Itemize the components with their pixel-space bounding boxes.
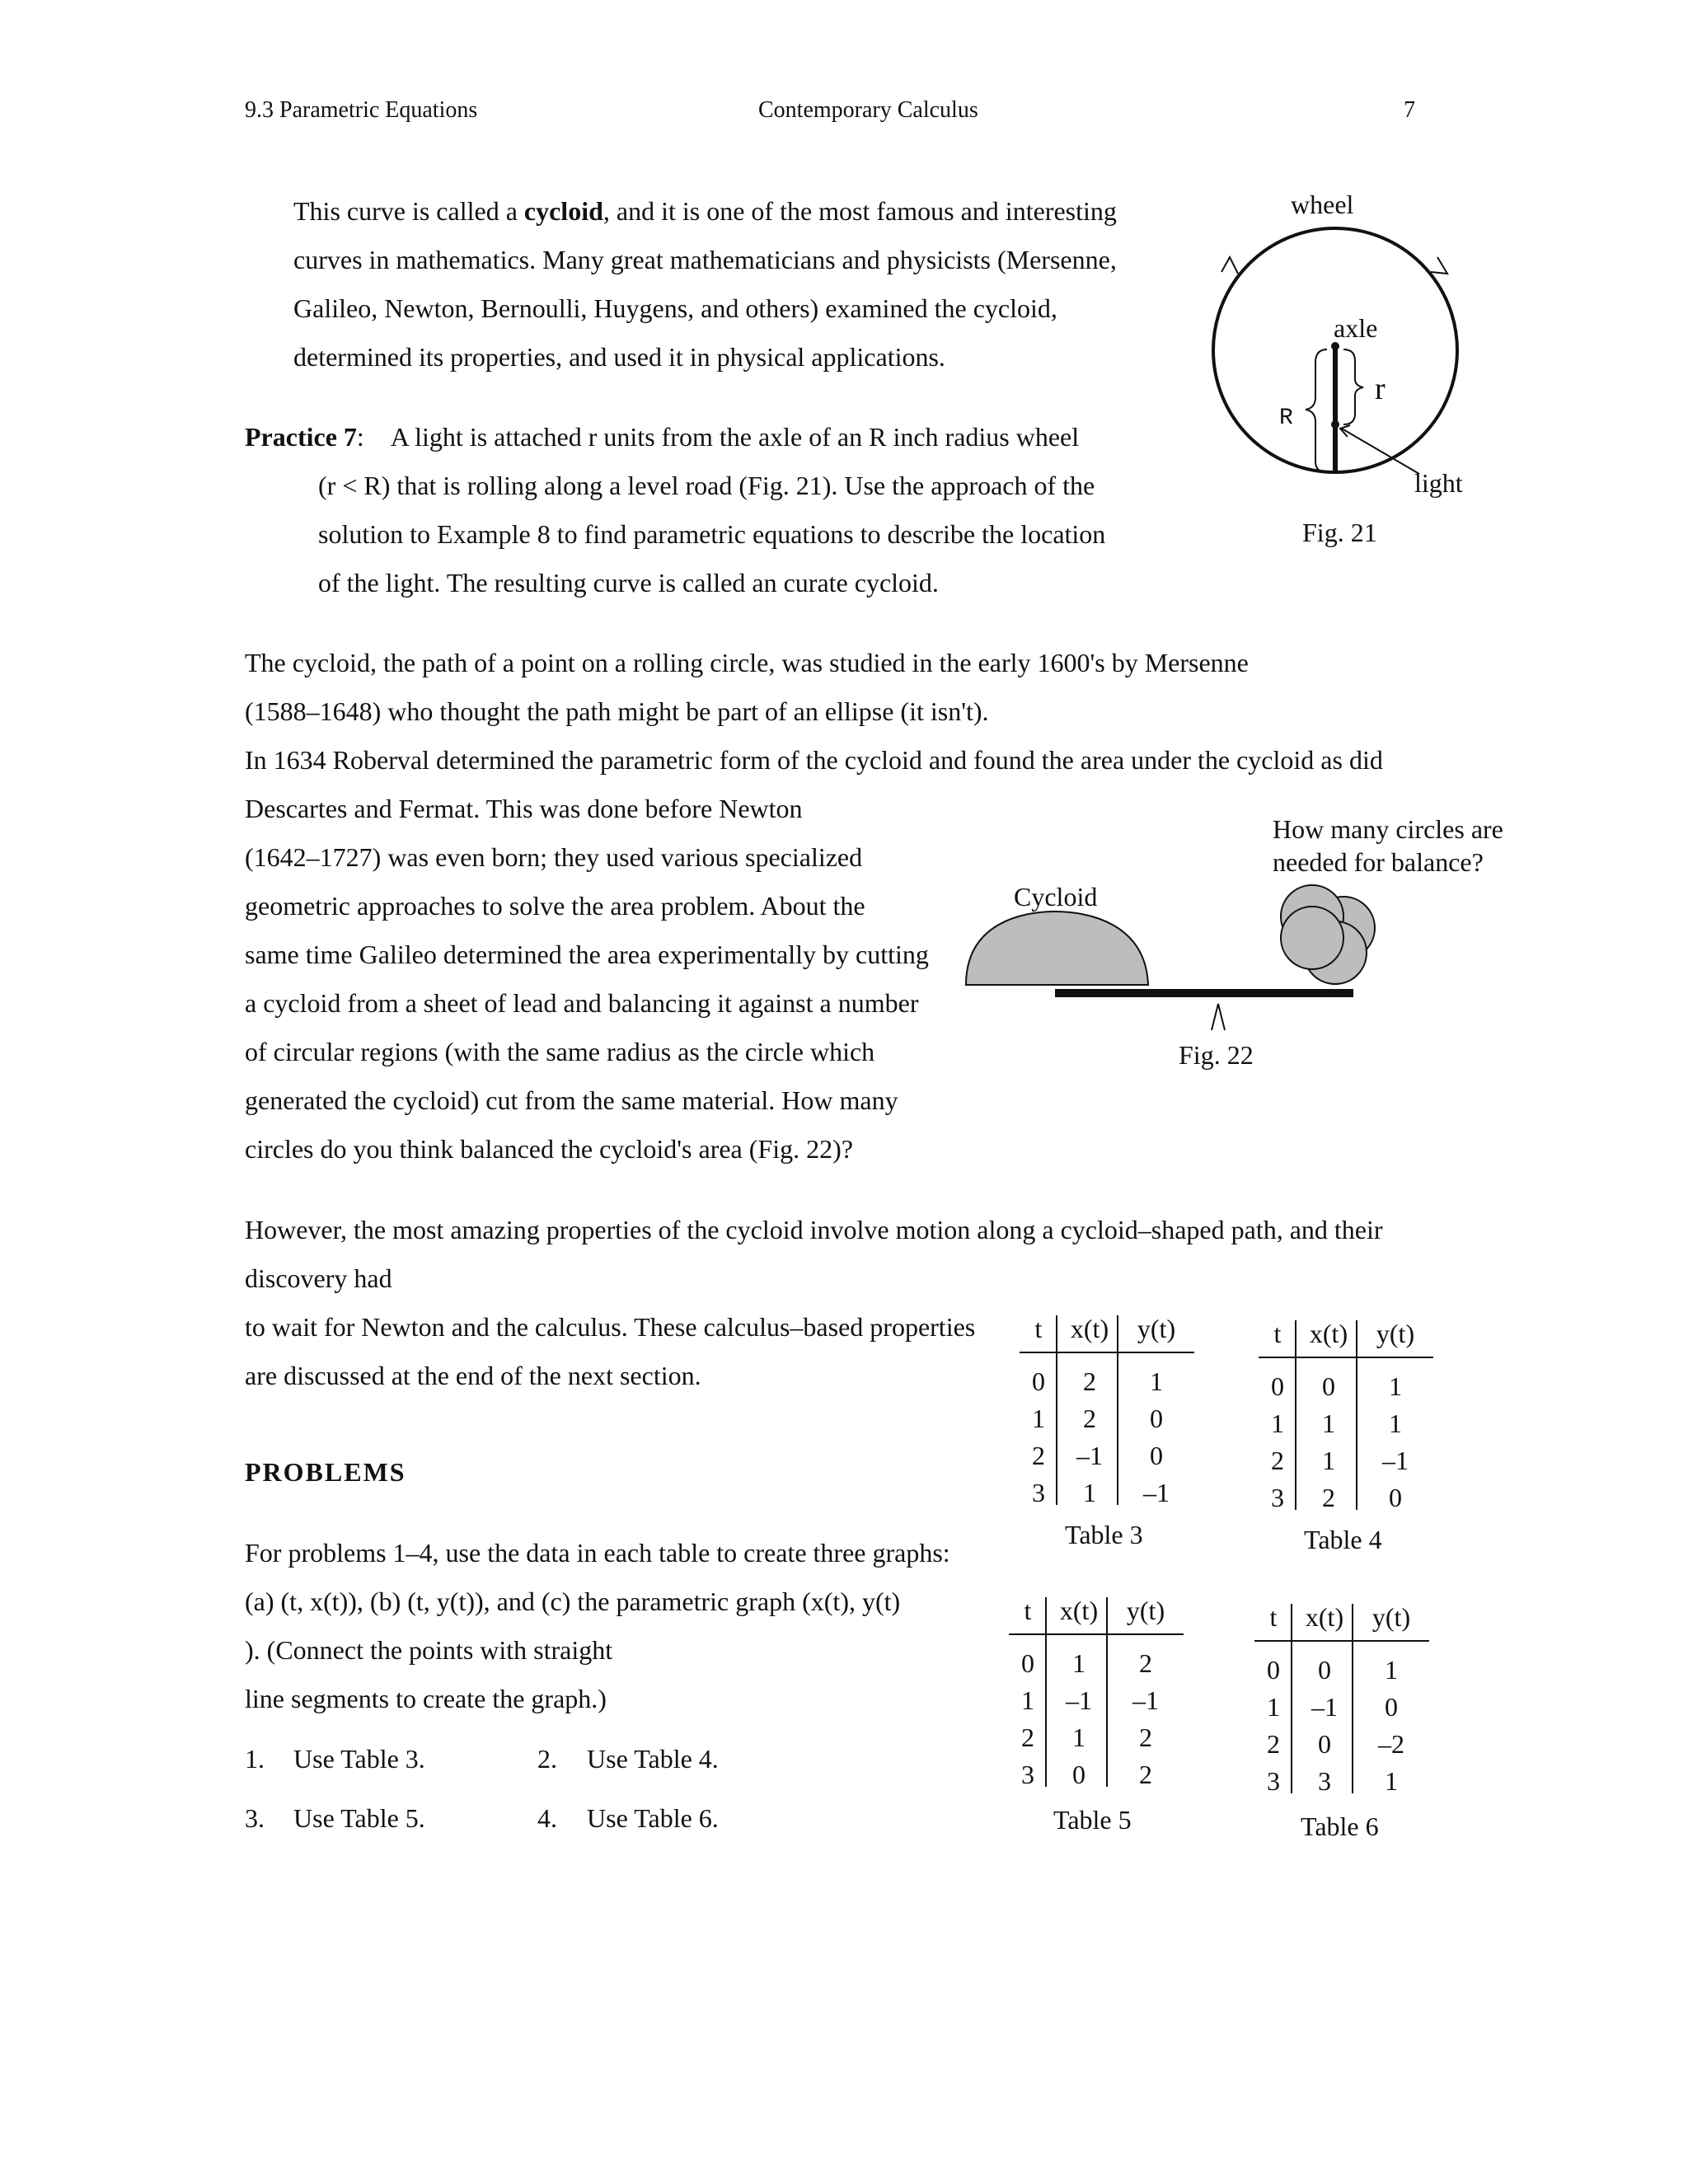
table-header-cell: y(t) — [1376, 1319, 1415, 1348]
cycloid-shape — [966, 912, 1148, 985]
history-line-8: a cycloid from a sheet of lead and balancing it against a number — [245, 988, 919, 1018]
history-line-3: In 1634 Roberval determined the parametric form of the cycloid and found the area under the cycloid as did — [245, 745, 1383, 775]
fig21-axle-label: axle — [1334, 313, 1378, 343]
problems-intro-3: ). (Connect the points with straight — [245, 1635, 613, 1665]
table-cell: 0 — [1385, 1692, 1398, 1722]
table-cell: 1 — [1072, 1722, 1085, 1752]
table-column-rule — [1056, 1315, 1057, 1505]
table-cell: 1 — [1083, 1478, 1096, 1507]
table-cell: –1 — [1132, 1685, 1159, 1715]
fig22-question-line-2: needed for balance? — [1273, 847, 1484, 877]
practice-text-1: A light is attached r units from the axle of an R inch radius wheel — [390, 422, 1080, 452]
problem-3-text: Use Table 5. — [293, 1803, 425, 1833]
table-cell: 1 — [1322, 1408, 1335, 1438]
table-cell: 0 — [1318, 1729, 1331, 1759]
table-cell: 1 — [1271, 1408, 1284, 1438]
problem-1-text: Use Table 3. — [293, 1744, 425, 1774]
fig22-cycloid-label: Cycloid — [1014, 882, 1098, 912]
practice-line-2: (r < R) that is rolling along a level road (Fig. 21). Use the approach of the — [318, 471, 1095, 500]
problem-4-number: 4. — [537, 1803, 557, 1833]
table-header-cell: y(t) — [1372, 1602, 1411, 1632]
page-number: 7 — [1404, 97, 1415, 123]
table-header-cell: x(t) — [1305, 1602, 1344, 1632]
table-cell: 0 — [1318, 1655, 1331, 1685]
table-cell: 0 — [1150, 1441, 1163, 1470]
problem-3-number: 3. — [245, 1803, 265, 1833]
table-column-rule — [1045, 1597, 1047, 1787]
table-cell: –2 — [1378, 1729, 1404, 1759]
fig21-wheel-diagram — [1203, 181, 1500, 511]
fulcrum-icon — [1212, 1004, 1225, 1030]
table-header-rule — [1254, 1640, 1429, 1642]
fig21-caption: Fig. 21 — [1302, 518, 1377, 547]
balance-beam — [1055, 989, 1353, 997]
fig22-balance-diagram — [956, 874, 1434, 1038]
book-title: Contemporary Calculus — [758, 97, 978, 123]
table-cell: 2 — [1139, 1722, 1152, 1752]
r-brace — [1343, 349, 1363, 424]
light-point — [1331, 420, 1339, 429]
practice-line-3: solution to Example 8 to find parametric equations to describe the location — [318, 519, 1106, 549]
table-header-rule — [1009, 1633, 1184, 1635]
section-header: 9.3 Parametric Equations — [245, 97, 478, 123]
table-cell: 2 — [1139, 1648, 1152, 1678]
fig21-wheel-label: wheel — [1291, 190, 1354, 219]
intro-line-3: Galileo, Newton, Bernoulli, Huygens, and others) examined the cycloid, — [293, 293, 1057, 323]
table-cell: 0 — [1322, 1371, 1335, 1401]
history-line-10: generated the cycloid) cut from the same material. How many — [245, 1085, 898, 1115]
problems-intro-4: line segments to create the graph.) — [245, 1684, 607, 1713]
history-line-9: of circular regions (with the same radius as the circle which — [245, 1037, 875, 1066]
intro-text-b: , and it is one of the most famous and interesting — [603, 196, 1117, 226]
table-cell: 1 — [1072, 1648, 1085, 1678]
problem-4-text: Use Table 6. — [587, 1803, 719, 1833]
table-cell: 2 — [1267, 1729, 1280, 1759]
history-line-4: Descartes and Fermat. This was done before Newton — [245, 794, 803, 823]
amazing-line-4: are discussed at the end of the next section. — [245, 1361, 701, 1390]
table-cell: 1 — [1322, 1446, 1335, 1475]
table-cell: 2 — [1139, 1760, 1152, 1789]
table-cell: –1 — [1311, 1692, 1338, 1722]
table-header-cell: t — [1024, 1596, 1032, 1625]
amazing-line-2: discovery had — [245, 1263, 392, 1293]
table-cell: 2 — [1032, 1441, 1045, 1470]
table-cell: 0 — [1267, 1655, 1280, 1685]
wheel-arrow-right-icon — [1431, 257, 1447, 274]
table-cell: 1 — [1267, 1692, 1280, 1722]
history-line-1: The cycloid, the path of a point on a rolling circle, was studied in the early 1600's by Mersenne — [245, 648, 1249, 677]
fig21-R-label: R — [1279, 405, 1293, 431]
history-line-5: (1642–1727) was even born; they used various specialized — [245, 842, 863, 872]
history-line-7: same time Galileo determined the area experimentally by cutting — [245, 940, 929, 969]
table-cell: 1 — [1385, 1766, 1398, 1796]
history-line-2: (1588–1648) who thought the path might be part of an ellipse (it isn't). — [245, 696, 989, 726]
history-line-11: circles do you think balanced the cycloid's area (Fig. 22)? — [245, 1134, 853, 1164]
table-cell: 1 — [1032, 1404, 1045, 1433]
fig22-question-line-1: How many circles are — [1273, 814, 1503, 844]
table-column-rule — [1291, 1604, 1292, 1793]
intro-text-a: This curve is called a — [293, 196, 524, 226]
table-header-cell: y(t) — [1137, 1314, 1176, 1343]
fig22-caption: Fig. 22 — [1179, 1040, 1254, 1070]
table-cell: 1 — [1021, 1685, 1034, 1715]
problem-1-number: 1. — [245, 1744, 265, 1774]
light-pointer — [1342, 429, 1419, 474]
table-cell: 3 — [1318, 1766, 1331, 1796]
amazing-line-3: to wait for Newton and the calculus. These calculus–based properties — [245, 1312, 976, 1342]
problem-2-number: 2. — [537, 1744, 557, 1774]
table-header-cell: t — [1269, 1602, 1278, 1632]
table-cell: –1 — [1076, 1441, 1103, 1470]
table-cell: 0 — [1021, 1648, 1034, 1678]
table-cell: –1 — [1382, 1446, 1409, 1475]
table-cell: 3 — [1032, 1478, 1045, 1507]
table-cell: 1 — [1389, 1371, 1402, 1401]
problems-intro-1: For problems 1–4, use the data in each table to create three graphs: — [245, 1538, 950, 1568]
table-cell: 2 — [1021, 1722, 1034, 1752]
table-header-cell: t — [1034, 1314, 1043, 1343]
table-cell: 3 — [1271, 1483, 1284, 1512]
table-header-cell: t — [1273, 1319, 1282, 1348]
cycloid-term: cycloid — [523, 196, 603, 226]
problem-2-text: Use Table 4. — [587, 1744, 719, 1774]
table-header-rule — [1259, 1357, 1433, 1358]
table-cell: 2 — [1322, 1483, 1335, 1512]
table-header-cell: x(t) — [1059, 1596, 1099, 1625]
amazing-line-1: However, the most amazing properties of the cycloid involve motion along a cycloid–shaped path, and their — [245, 1215, 1383, 1244]
table-cell: 2 — [1083, 1404, 1096, 1433]
table-cell: 3 — [1021, 1760, 1034, 1789]
table-caption: Table 4 — [1304, 1525, 1382, 1554]
practice-label: Practice 7 — [245, 422, 357, 452]
table-cell: –1 — [1143, 1478, 1170, 1507]
table-caption: Table 3 — [1065, 1520, 1143, 1549]
table-caption: Table 5 — [1053, 1805, 1132, 1835]
R-brace — [1306, 349, 1327, 472]
table-cell: 0 — [1032, 1366, 1045, 1396]
table-cell: 3 — [1267, 1766, 1280, 1796]
table-cell: 1 — [1389, 1408, 1402, 1438]
table-cell: 2 — [1271, 1446, 1284, 1475]
intro-line-2: curves in mathematics. Many great mathematicians and physicists (Mersenne, — [293, 245, 1117, 274]
fig21-light-label: light — [1414, 468, 1463, 498]
table-cell: 0 — [1389, 1483, 1402, 1512]
table-cell: 1 — [1385, 1655, 1398, 1685]
intro-line-4: determined its properties, and used it in physical applications. — [293, 342, 945, 372]
table-caption: Table 6 — [1301, 1811, 1379, 1841]
fig21-r-label: r — [1375, 372, 1386, 406]
table-header-cell: x(t) — [1070, 1314, 1109, 1343]
table-cell: 0 — [1271, 1371, 1284, 1401]
problems-intro-2: (a) (t, x(t)), (b) (t, y(t)), and (c) the parametric graph (x(t), y(t) — [245, 1586, 901, 1616]
history-line-6: geometric approaches to solve the area problem. About the — [245, 891, 865, 921]
intro-line-1 — [293, 196, 1117, 227]
table-cell: 2 — [1083, 1366, 1096, 1396]
table-header-cell: y(t) — [1126, 1596, 1165, 1625]
problems-heading: PROBLEMS — [245, 1457, 406, 1487]
practice-line-4: of the light. The resulting curve is called an curate cycloid. — [318, 568, 939, 598]
table-column-rule — [1295, 1320, 1296, 1510]
table-header-rule — [1020, 1352, 1194, 1353]
practice-colon: : — [356, 422, 391, 452]
wheel-arrow-left-icon — [1221, 257, 1238, 274]
table-cell: 0 — [1150, 1404, 1163, 1433]
balance-circle-4 — [1281, 907, 1343, 969]
table-cell: –1 — [1066, 1685, 1092, 1715]
table-cell: 1 — [1150, 1366, 1163, 1396]
table-cell: 0 — [1072, 1760, 1085, 1789]
table-header-cell: x(t) — [1309, 1319, 1348, 1348]
practice-line-1 — [245, 422, 1079, 452]
